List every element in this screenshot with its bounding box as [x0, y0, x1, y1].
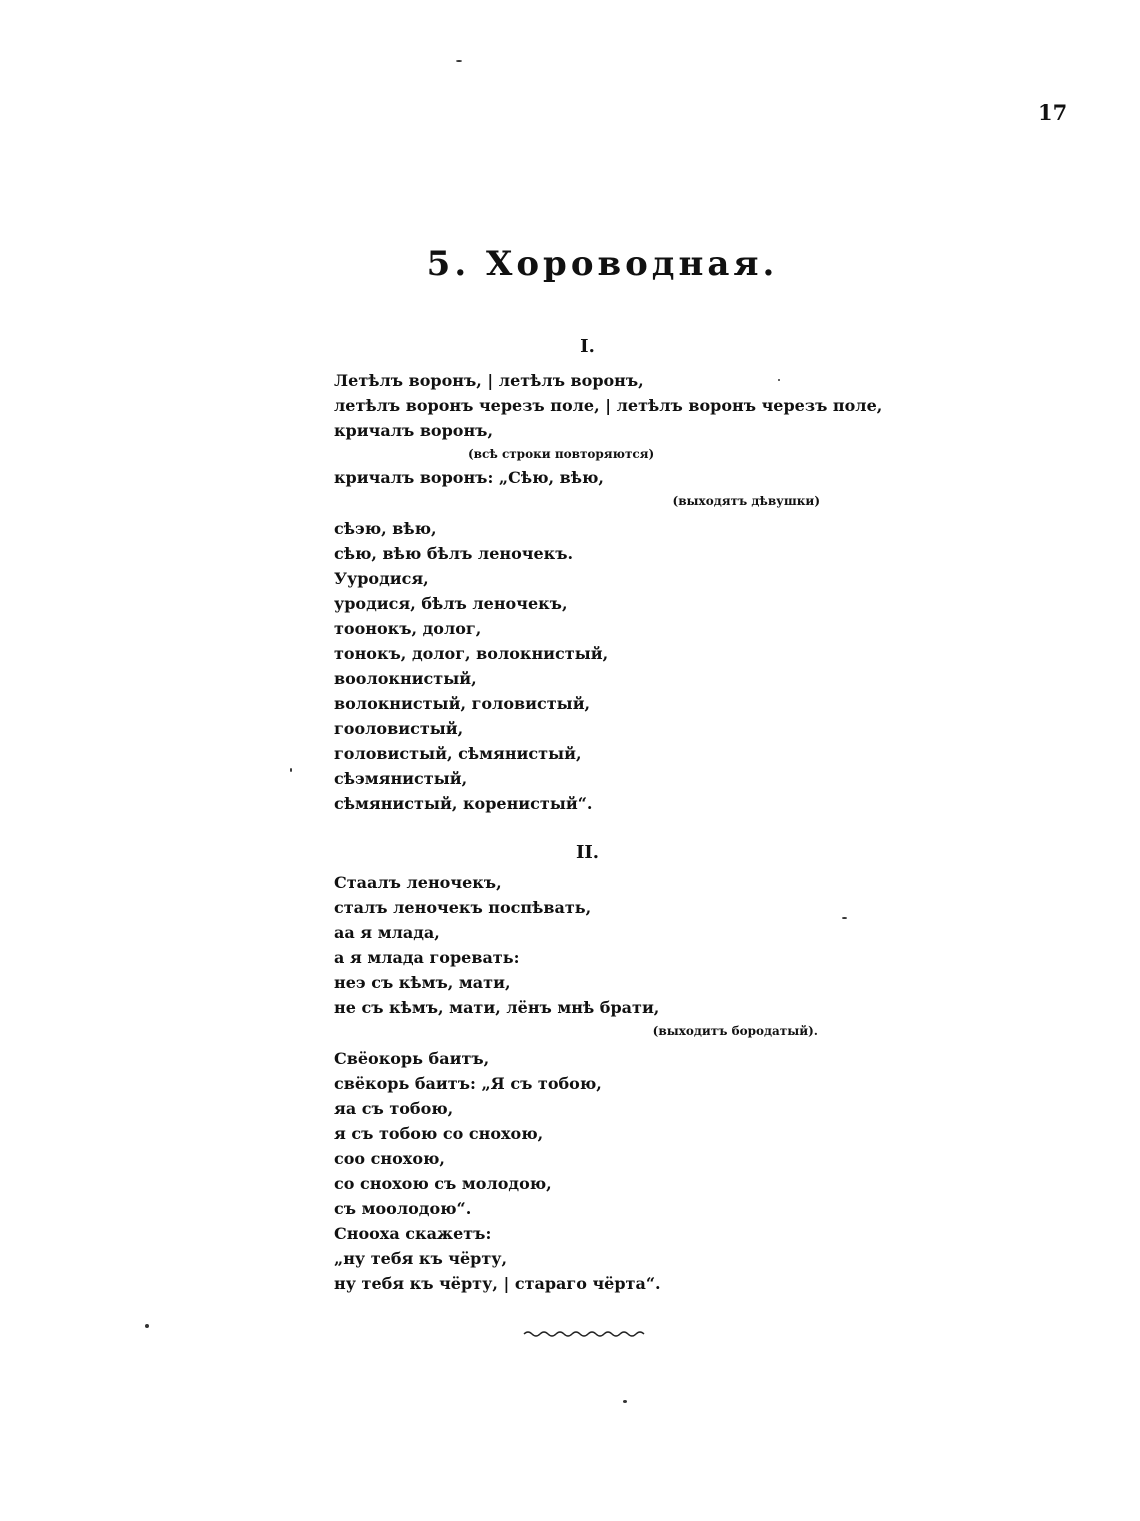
verse-line: тоонокъ, долог,	[334, 619, 482, 638]
stage-note-girls-enter: (выходятъ дѣвушки)	[672, 494, 820, 508]
verse-line: яа съ тобою,	[334, 1099, 454, 1118]
stage-note-bearded-enters: (выходитъ бородатый).	[652, 1024, 818, 1038]
stage-note-repeat: (всѣ строки повторяются)	[468, 447, 655, 461]
verse-line: съ моолодою“.	[334, 1199, 472, 1218]
verse-line: сѣю, вѣю бѣлъ леночекъ.	[334, 544, 574, 563]
verse-line: гооловистый,	[334, 719, 464, 738]
verse-line: Свёокорь баитъ,	[334, 1049, 490, 1068]
verse-line: сталъ леночекъ поспѣвать,	[334, 898, 592, 917]
verse-line: соо снохою,	[334, 1149, 445, 1168]
verse-line: кричалъ воронъ,	[334, 421, 494, 440]
verse-line: а я млада горевать:	[334, 948, 520, 967]
section-heading-1: I.	[580, 336, 595, 357]
verse-line: со снохою съ молодою,	[334, 1174, 552, 1193]
song-title: 5. Хороводная.	[426, 244, 779, 284]
verse-line: Снооха скажетъ:	[334, 1224, 492, 1243]
print-speck	[145, 1324, 149, 1328]
verse-line: Стаалъ леночекъ,	[334, 873, 502, 892]
verse-line: ну тебя къ чёрту, | стараго чёрта“.	[334, 1274, 661, 1293]
verse-line: Летѣлъ воронъ, | летѣлъ воронъ,	[334, 371, 644, 390]
print-speck	[290, 768, 292, 772]
verse-line: волокнистый, головистый,	[334, 694, 591, 713]
page-number: 17	[1038, 100, 1068, 125]
print-speck	[456, 60, 462, 62]
verse-section-1	[334, 368, 883, 816]
print-speck	[623, 1400, 627, 1403]
verse-line: сѣэю, вѣю,	[334, 519, 437, 538]
verse-line: кричалъ воронъ: „Сѣю, вѣю,	[334, 468, 604, 487]
end-flourish-ornament	[522, 1327, 650, 1341]
verse-line: тонокъ, долог, волокнистый,	[334, 644, 609, 663]
verse-line: „ну тебя къ чёрту,	[334, 1249, 508, 1268]
print-speck	[778, 379, 780, 381]
verse-line: воолокнистый,	[334, 669, 477, 688]
section-heading-2: II.	[575, 842, 600, 863]
verse-line: сѣмянистый, коренистый“.	[334, 794, 593, 813]
verse-line: сѣэмянистый,	[334, 769, 468, 788]
verse-line: я съ тобою со снохою,	[334, 1124, 544, 1143]
verse-line: свёкорь баитъ: „Я съ тобою,	[334, 1074, 602, 1093]
verse-line: уродися, бѣлъ леночекъ,	[334, 594, 568, 613]
verse-line: неэ съ кѣмъ, мати,	[334, 973, 511, 992]
verse-line: летѣлъ воронъ черезъ поле, | летѣлъ воронъ черезъ поле,	[334, 396, 883, 415]
verse-section-2	[334, 870, 874, 1296]
verse-line: не съ кѣмъ, мати, лёнъ мнѣ брати,	[334, 998, 660, 1017]
verse-line: аа я млада,	[334, 923, 440, 942]
verse-line: головистый, сѣмянистый,	[334, 744, 582, 763]
verse-line: Ууродися,	[334, 569, 429, 588]
print-speck	[842, 917, 847, 919]
